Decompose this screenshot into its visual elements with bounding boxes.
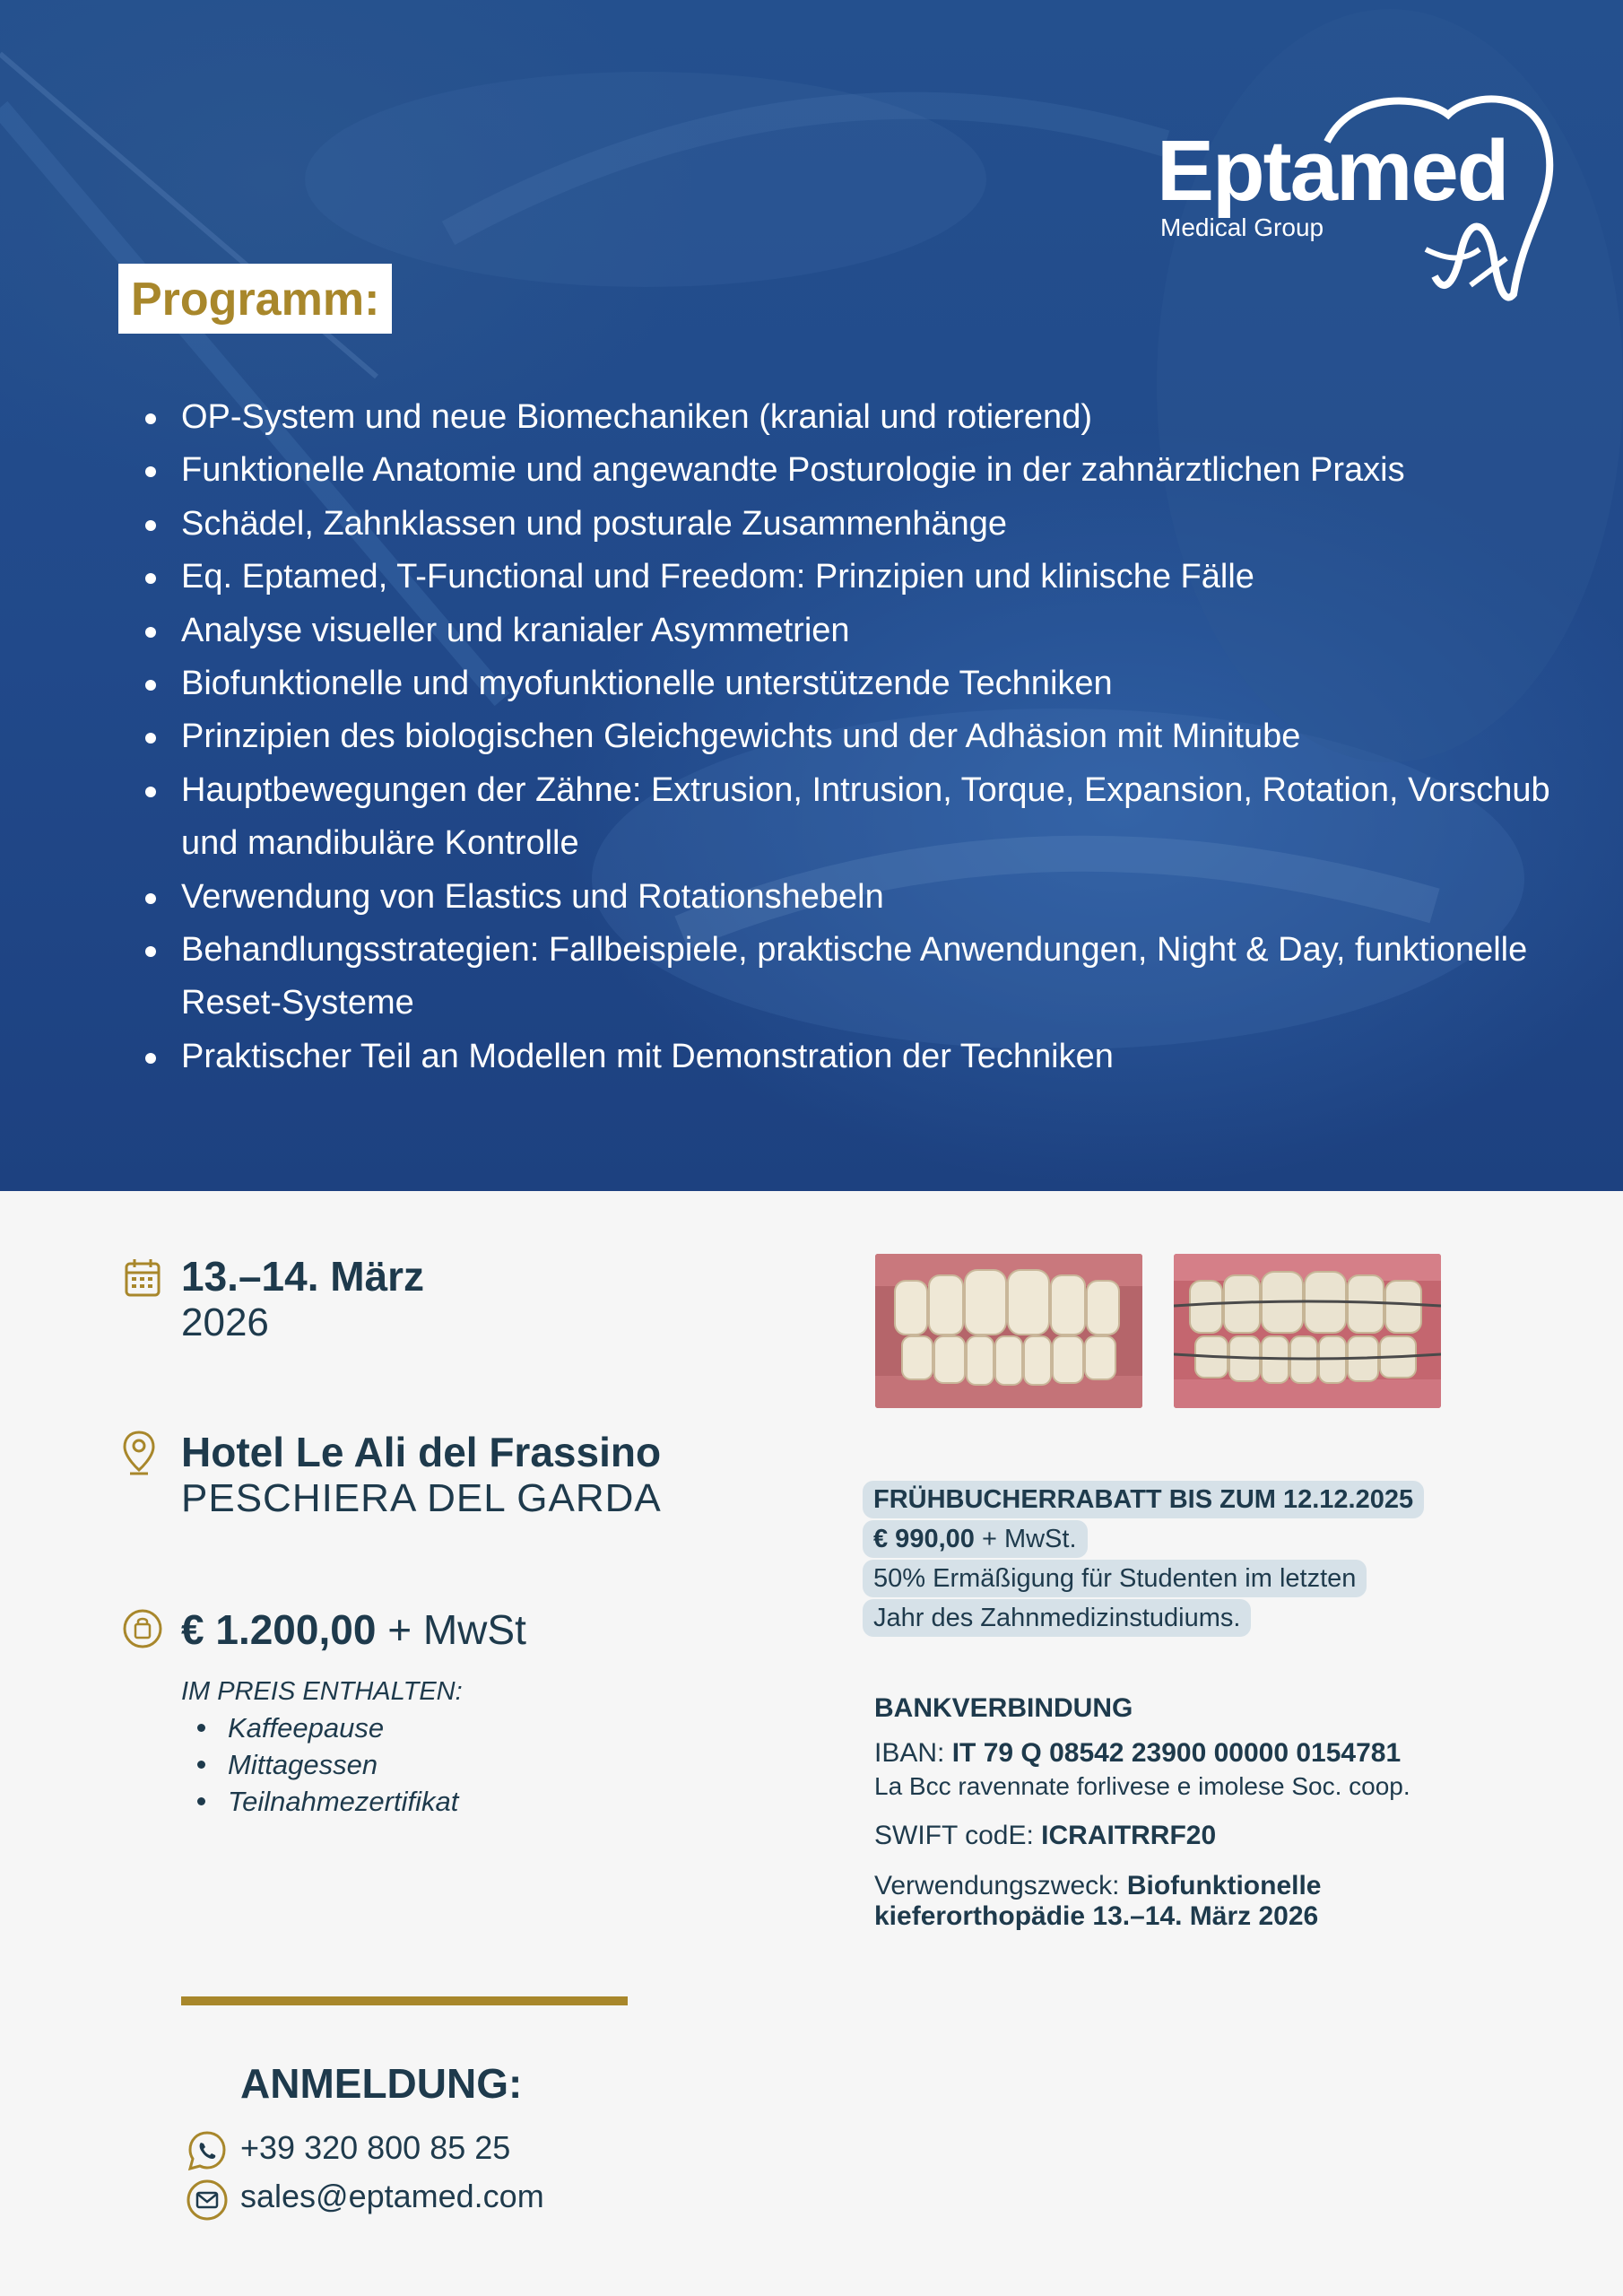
venue-city: PESCHIERA DEL GARDA (181, 1476, 662, 1520)
bank-title: BANKVERBINDUNG (874, 1693, 1133, 1723)
bank-details (874, 1693, 1592, 1932)
early-bird-box (863, 1480, 1454, 1638)
registration-phone[interactable]: +39 320 800 85 25 (240, 2129, 511, 2166)
registration-title: ANMELDUNG: (240, 2060, 523, 2107)
included-label: IM PREIS ENTHALTEN: (181, 1677, 463, 1706)
swift-value: ICRAITRRF20 (1041, 1821, 1217, 1850)
program-item: Funktionelle Anatomie und angewandte Posturologie in der zahnärztlichen Praxis (181, 444, 1580, 497)
swift-line (874, 1821, 1592, 1851)
early-bird-suffix: + MwSt. (974, 1525, 1077, 1553)
mail-icon (186, 2179, 229, 2222)
venue-name: Hotel Le Ali del Frassino (181, 1429, 662, 1475)
shopping-bag-icon (122, 1608, 163, 1649)
iban-label: IBAN: (874, 1738, 952, 1768)
program-item: Analyse visueller und kranialer Asymmetrien (181, 604, 1580, 657)
purpose-value-2: kieferorthopädie 13.–14. März 2026 (874, 1901, 1319, 1931)
program-list (135, 391, 1580, 1083)
student-discount-line1: 50% Ermäßigung für Studenten im letzten (863, 1560, 1367, 1597)
swift-label: SWIFT codE: (874, 1821, 1042, 1850)
registration-email[interactable]: sales@eptamed.com (240, 2178, 544, 2214)
included-list (228, 1709, 458, 1820)
early-bird-title (863, 1481, 1424, 1518)
early-bird-amount: € 990,00 (873, 1525, 975, 1553)
program-item: Prinzipien des biologischen Gleichgewichts und der Adhäsion mit Minitube (181, 710, 1580, 763)
price-suffix: + MwSt (376, 1606, 526, 1653)
program-item: Behandlungsstrategien: Fallbeispiele, praktische Anwendungen, Night & Day, funktionelle Reset-Systeme (181, 924, 1580, 1031)
event-date: 13.–14. März (181, 1253, 425, 1300)
program-item: Eq. Eptamed, T-Functional und Freedom: Prinzipien und klinische Fälle (181, 551, 1580, 604)
location-pin-icon (122, 1430, 156, 1476)
program-item: Schädel, Zahnklassen und posturale Zusammenhänge (181, 498, 1580, 551)
included-item: Kaffeepause (228, 1709, 458, 1746)
calendar-icon (124, 1257, 161, 1299)
purpose-value-1: Biofunktionelle (1126, 1871, 1322, 1900)
program-item: OP-System und neue Biomechaniken (kranial und rotierend) (181, 391, 1580, 444)
logo-tagline: Medical Group (1160, 213, 1324, 241)
gold-divider (181, 1996, 628, 2005)
iban-value: IT 79 Q 08542 23900 00000 0154781 (951, 1738, 1402, 1768)
event-year: 2026 (181, 1300, 269, 1344)
program-title: Programm: (118, 264, 392, 334)
early-bird-title-text: FRÜHBUCHERRABATT BIS ZUM 12.12.2025 (873, 1485, 1414, 1514)
program-item: Biofunktionelle und myofunktionelle unterstützende Techniken (181, 657, 1580, 710)
program-item: Hauptbewegungen der Zähne: Extrusion, Intrusion, Torque, Expansion, Rotation, Vorschub und mandibuläre Kontrolle (181, 764, 1580, 871)
logo-wordmark: Eptamed (1157, 123, 1508, 219)
program-item: Verwendung von Elastics und Rotationshebeln (181, 871, 1580, 924)
bank-name: La Bcc ravennate forlivese e imolese Soc. coop. (874, 1772, 1410, 1800)
purpose-line (874, 1871, 1592, 1932)
purpose-label: Verwendungszweck: (874, 1871, 1127, 1900)
eptamed-logo (1157, 79, 1551, 303)
iban-line (874, 1738, 1592, 1769)
student-discount-line2: Jahr des Zahnmedizinstudiums. (863, 1599, 1251, 1637)
included-item: Teilnahmezertifikat (228, 1783, 458, 1820)
early-bird-price (863, 1520, 1088, 1558)
teeth-photo-before (875, 1254, 1142, 1408)
price (181, 1605, 526, 1654)
program-item: Praktischer Teil an Modellen mit Demonstration der Techniken (181, 1031, 1580, 1083)
teeth-photo-braces (1174, 1254, 1441, 1408)
included-item: Mittagessen (228, 1746, 458, 1783)
price-amount: € 1.200,00 (181, 1606, 377, 1653)
whatsapp-icon (186, 2129, 229, 2172)
